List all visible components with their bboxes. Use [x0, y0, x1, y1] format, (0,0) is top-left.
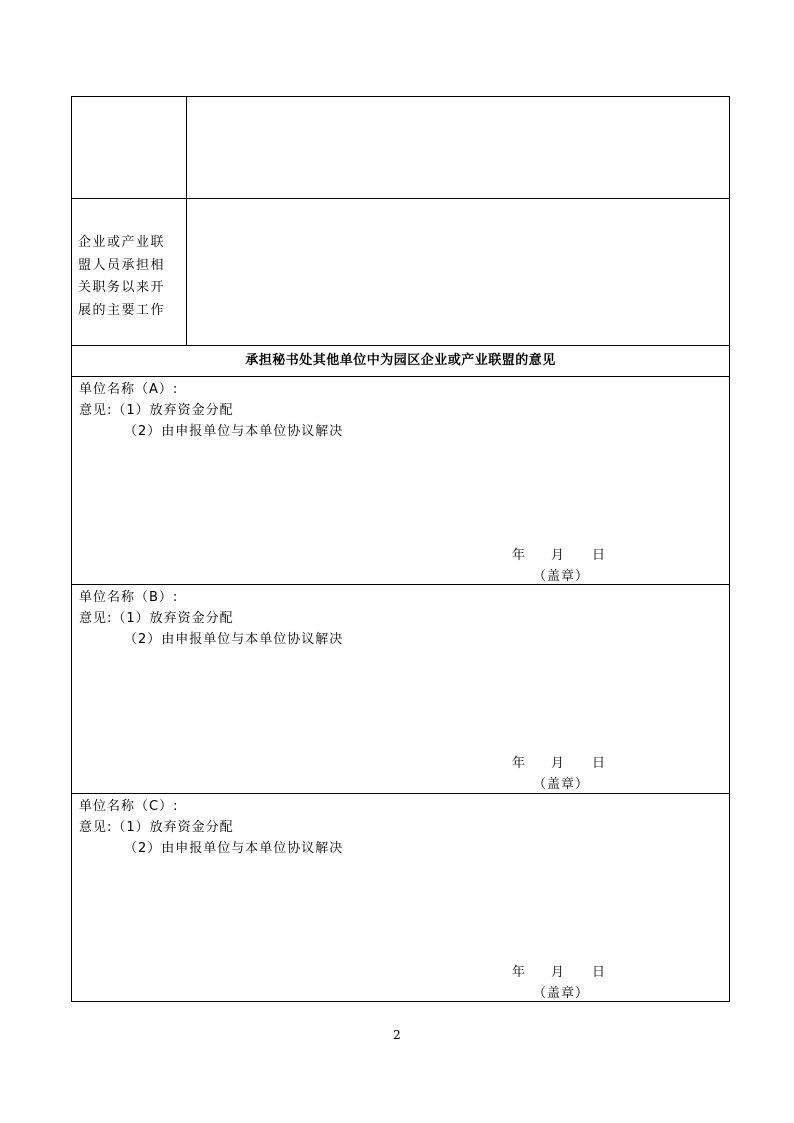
- opinion-option-2: （2）由申报单位与本单位协议解决: [124, 632, 344, 647]
- opinion-block-c: [71, 794, 730, 1002]
- top-label-cell: [72, 97, 186, 198]
- main-work-content-cell[interactable]: [187, 199, 729, 345]
- main-work-label-line: 企业或产业联: [78, 235, 166, 250]
- main-work-label-line: 关职务以来开: [78, 280, 166, 295]
- month-label: 月: [551, 965, 566, 980]
- main-work-label-line: 盟人员承担相: [78, 257, 166, 273]
- seal-label: （盖章）: [533, 986, 590, 1001]
- top-content-cell[interactable]: [187, 97, 729, 198]
- table-row-divider: [71, 345, 730, 346]
- month-label: 月: [551, 548, 566, 563]
- opinion-block-b: [71, 585, 730, 793]
- page-number: 2: [393, 1028, 401, 1042]
- day-label: 日: [592, 965, 607, 980]
- opinion-block-a: [71, 377, 730, 584]
- unit-name-label: 单位名称（C）:: [79, 799, 179, 814]
- opinion-option-1: 意见:（1）放弃资金分配: [79, 403, 234, 418]
- unit-name-label: 单位名称（B）:: [79, 590, 179, 605]
- month-label: 月: [551, 756, 566, 771]
- day-label: 日: [592, 756, 607, 771]
- main-work-label-line: 展的主要工作: [78, 302, 166, 318]
- opinion-option-1: 意见:（1）放弃资金分配: [79, 611, 234, 626]
- year-label: 年: [512, 756, 527, 771]
- day-label: 日: [592, 548, 607, 563]
- opinion-option-1: 意见:（1）放弃资金分配: [79, 820, 234, 835]
- opinion-option-2: （2）由申报单位与本单位协议解决: [124, 424, 344, 439]
- seal-label: （盖章）: [533, 777, 590, 792]
- year-label: 年: [512, 965, 527, 980]
- year-label: 年: [512, 548, 527, 563]
- main-work-label: [78, 232, 182, 322]
- section-header: 承担秘书处其他单位中为园区企业或产业联盟的意见: [245, 353, 556, 368]
- seal-label: （盖章）: [533, 569, 590, 584]
- unit-name-label: 单位名称（A）:: [79, 382, 179, 397]
- opinion-option-2: （2）由申报单位与本单位协议解决: [124, 841, 344, 856]
